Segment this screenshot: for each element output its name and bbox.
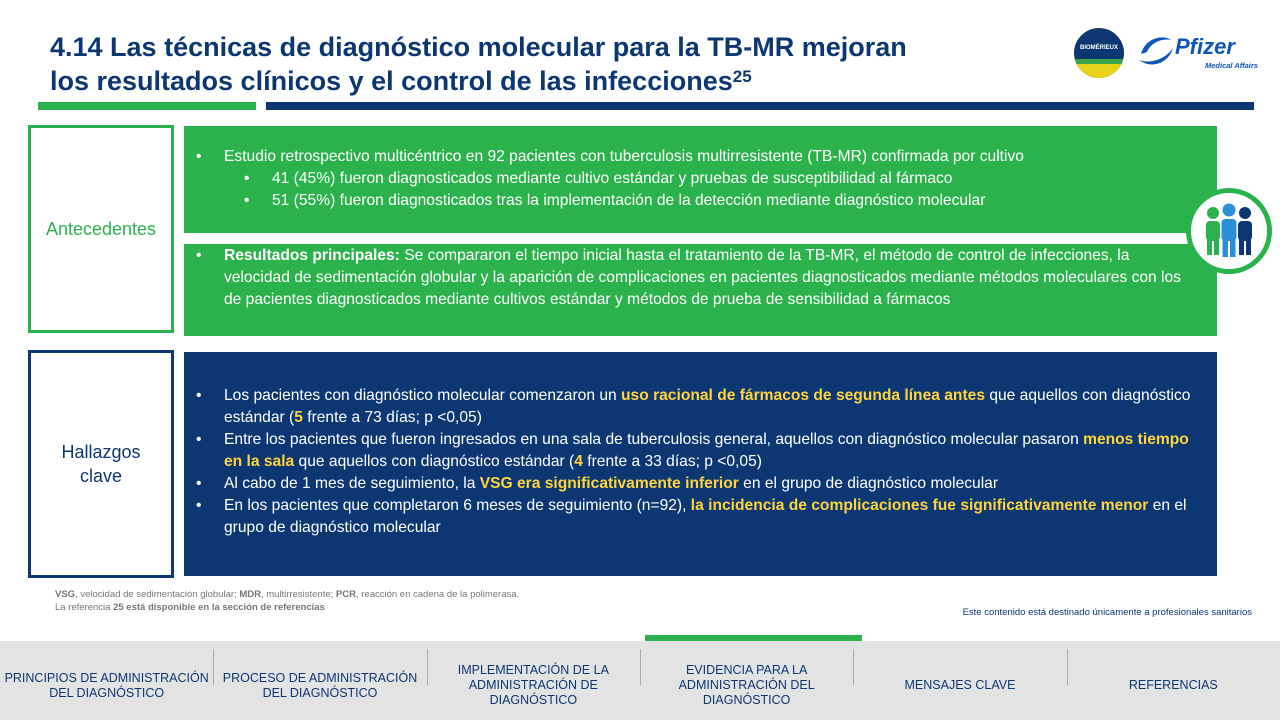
hallazgos-panel [184, 352, 1217, 576]
footnote: VSG, velocidad de sedimentación globular; MDR, multirresistente; PCR, reacción en cadena de la polimerasa. La referencia 25 está disponible en la sección de referencias [55, 589, 520, 613]
nav-item-mensajes-clave[interactable]: MENSAJES CLAVE [853, 641, 1066, 720]
page-title [50, 30, 1070, 98]
pfizer-logo: Pfizer Medical Affairs [1135, 28, 1265, 78]
hallazgos-label: Hallazgos clave [28, 350, 174, 578]
results-panel [184, 244, 1217, 336]
nav-item-implementacion[interactable]: IMPLEMENTACIÓN DE LA ADMINISTRACIÓN DE DIAGNÓSTICO [427, 641, 640, 720]
nav-item-evidencia[interactable]: EVIDENCIA PARA LA ADMINISTRACIÓN DEL DIAGNÓSTICO [640, 641, 853, 720]
finding-item: • Los pacientes con diagnóstico molecular comenzaron un uso racional de fármacos de segunda línea antes que aquellos con diagnóstico estándar (5 frente a 73 días; p <0,05) [184, 385, 1197, 429]
title-underline-green [38, 102, 256, 110]
title-line-2: los resultados clínicos y el control de las infecciones [50, 66, 733, 96]
antecedentes-sub-bullet: • 51 (55%) fueron diagnosticados tras la implementación de la detección mediante diagnóstico molecular [184, 190, 1197, 212]
nav-item-principios[interactable]: PRINCIPIOS DE ADMINISTRACIÓN DEL DIAGNÓSTICO [4, 670, 209, 700]
antecedentes-panel [184, 126, 1217, 233]
antecedentes-label: Antecedentes [28, 125, 174, 333]
people-group-icon [1186, 188, 1272, 274]
antecedentes-sub-bullet: • 41 (45%) fueron diagnosticados mediante cultivo estándar y pruebas de susceptibilidad al fármaco [184, 168, 1197, 190]
finding-item: • Entre los pacientes que fueron ingresados en una sala de tuberculosis general, aquellos con diagnóstico molecular pasaron menos tiempo en la sala que aquellos con diagnóstico estándar (4 frente a 33 días; p <0,05) [184, 429, 1197, 473]
biomerieux-logo: BIOMÉRIEUX [1074, 28, 1124, 78]
disclaimer: Este contenido está destinado únicamente a profesionales sanitarios [962, 607, 1252, 618]
finding-item: • En los pacientes que completaron 6 meses de seguimiento (n=92), la incidencia de complicaciones fue significativamente menor en el grupo de diagnóstico molecular [184, 495, 1197, 539]
title-line-1: 4.14 Las técnicas de diagnóstico molecular para la TB-MR mejoran [50, 32, 907, 62]
pfizer-swirl-icon [1135, 28, 1175, 72]
nav-item-proceso[interactable]: PROCESO DE ADMINISTRACIÓN DEL DIAGNÓSTICO [213, 641, 426, 720]
title-underline-blue [266, 102, 1254, 110]
finding-item: • Al cabo de 1 mes de seguimiento, la VSG era significativamente inferior en el grupo de diagnóstico molecular [184, 473, 1197, 495]
bottom-nav [0, 641, 1280, 720]
results-bullet: • Resultados principales: Se compararon el tiempo inicial hasta el tratamiento de la TB-MR, el método de control de infecciones, la velocidad de sedimentación globular y la aparición de complicaciones en pacientes diagnosticados mediante métodos moleculares con los de pacientes diagnosticados mediante cultivos estándar y métodos de prueba de sensibilidad a fármacos [184, 245, 1197, 311]
nav-item-referencias[interactable]: REFERENCIAS [1067, 641, 1280, 720]
title-reference: 25 [732, 67, 752, 86]
antecedentes-bullet: • Estudio retrospectivo multicéntrico en 92 pacientes con tuberculosis multirresistente (TB-MR) confirmada por cultivo [184, 146, 1197, 168]
